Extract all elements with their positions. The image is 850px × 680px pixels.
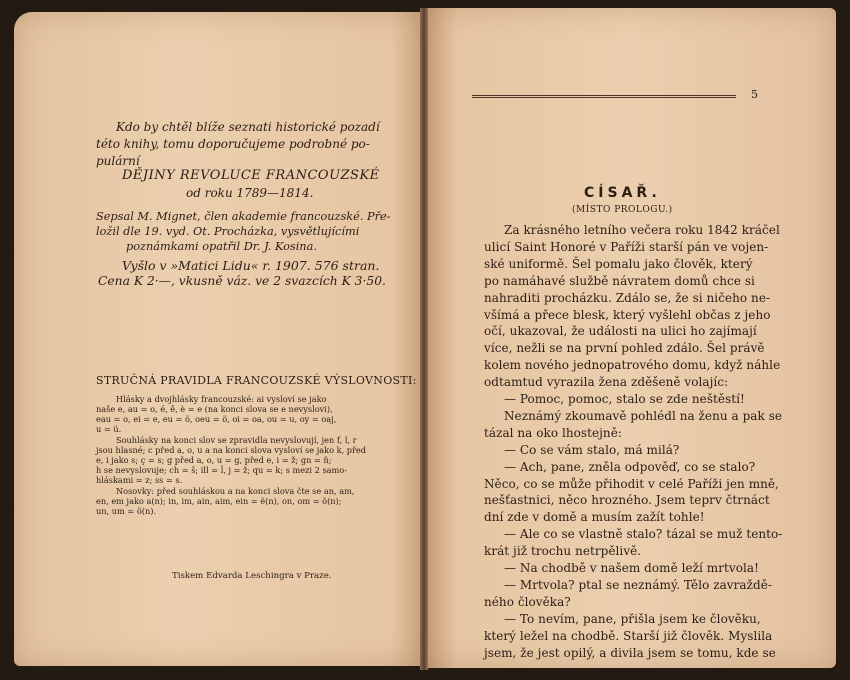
text-line: — Na chodbě v našem domě leží mrtvola! bbox=[504, 561, 759, 575]
header-rule bbox=[472, 95, 736, 98]
text-line: krát již trochu netrpělivě. bbox=[484, 544, 642, 559]
text-line: který ležel na chodbě. Starší již člověk. Myslila bbox=[484, 628, 773, 643]
text-line: nahraditi procházku. Zdálo se, že si ničeho ne- bbox=[484, 290, 771, 305]
book-period: od roku 1789—1814. bbox=[186, 186, 314, 200]
publication-line: Vyšlo v »Matici Lidu« r. 1907. 576 stran. bbox=[122, 258, 380, 273]
chapter-title: CÍSAŘ. bbox=[584, 185, 661, 201]
text-line: — Co se vám stalo, má milá? bbox=[504, 442, 680, 457]
rule-line: un, um = ö(n). bbox=[96, 506, 157, 516]
text-line: nešťastnici, něco hrozného. Jsem teprv čtrnáct bbox=[484, 493, 770, 508]
credits-line: poznámkami opatřil Dr. J. Kosina. bbox=[126, 240, 317, 253]
book-title: DĚJINY REVOLUCE FRANCOUZSKÉ bbox=[122, 168, 380, 183]
rule-line: Nosovky: před souhláskou a na konci slova čte se an, am, bbox=[116, 486, 355, 496]
text-line: po namáhavé službě návratem domů chce si bbox=[484, 273, 755, 288]
credits-line: ložil dle 19. vyd. Ot. Procházka, vysvětlujícími bbox=[96, 225, 360, 238]
text-line: tázal na oko lhostejně: bbox=[484, 425, 622, 440]
text-line: jsem, že jest opilý, a divila jsem se tomu, kde se bbox=[484, 645, 776, 660]
text-line: Neznámý zkoumavě pohlédl na ženu a pak se bbox=[504, 408, 783, 423]
credits-line: Sepsal M. Mignet, člen akademie francouzské. Pře- bbox=[96, 210, 391, 223]
rule-line: u = ü. bbox=[96, 424, 122, 434]
text-line: odtamtud vyrazila žena zděšeně volajíc: bbox=[484, 375, 729, 390]
rule-line: Hlásky a dvojhlásky francouzské: ai vysloví se jako bbox=[116, 394, 327, 404]
text-line: více, nežli se na první pohled zdálo. Šel právě bbox=[484, 341, 765, 356]
text-line: — Pomoc, pomoc, stalo se zde neštěstí! bbox=[504, 392, 745, 406]
text-line: dní zde v domě a musím zažít tohle! bbox=[484, 510, 705, 525]
text-line: Něco, co se může přihodit v celé Paříži jen mně, bbox=[484, 476, 779, 491]
text-line: ské uniformě. Šel pomalu jako člověk, který bbox=[484, 256, 753, 271]
rule-line: en, em jako a(n); in, im, ain, aim, ein = ẽ(n), on, om = õ(n); bbox=[96, 496, 342, 506]
price-line: Cena K 2·—, vkusně váz. ve 2 svazcích K 3·50. bbox=[98, 274, 386, 288]
text-line: všímá a přece blesk, který vyšlehl občas z jeho bbox=[484, 307, 771, 322]
intro-line: této knihy, tomu doporučujeme podrobné po- bbox=[96, 137, 370, 151]
rule-line: hláskami = z; ss = s. bbox=[96, 475, 183, 485]
rule-line: h se nevyslovuje; ch = š; ill = ĺ, j = ž; qu = k; s mezi 2 samo- bbox=[96, 465, 348, 475]
rule-line: Souhlásky na konci slov se zpravidla nevyslovují, jen f, l, r bbox=[116, 435, 357, 445]
text-line: kolem nového jednopatrového domu, když náhle bbox=[484, 358, 781, 373]
intro-line: pulární bbox=[96, 154, 140, 168]
rule-line: jsou hlasné; c před a, o, u a na konci slova vysloví se jako k, před bbox=[96, 445, 367, 455]
text-line: ného člověka? bbox=[484, 594, 571, 609]
printer-imprint: Tiskem Edvarda Leschingra v Praze. bbox=[172, 571, 332, 581]
book-spine bbox=[420, 8, 428, 670]
text-line: — Ach, pane, zněla odpověď, co se stalo? bbox=[504, 459, 756, 474]
chapter-subtitle: (MÍSTO PROLOGU.) bbox=[572, 205, 673, 215]
page-number: 5 bbox=[751, 88, 758, 101]
text-line: — To nevím, pane, přišla jsem ke člověku, bbox=[504, 611, 761, 626]
text-line: — Mrtvola? ptal se neznámý. Tělo zavraždě- bbox=[504, 577, 772, 592]
text-line: — Ale co se vlastně stalo? tázal se muž tento- bbox=[504, 527, 783, 542]
left-page bbox=[14, 12, 424, 666]
text-line: očí, ukazoval, že události na ulici ho zajímají bbox=[484, 324, 757, 339]
rule-line: e, i jako s; ç = s; g před a, o, u = g, před e, i = ž; gn = ň; bbox=[96, 455, 332, 465]
text-line: ulicí Saint Honoré v Paříži starší pán ve vojen- bbox=[484, 239, 769, 254]
pronunciation-rules-heading: STRUČNÁ PRAVIDLA FRANCOUZSKÉ VÝSLOVNOSTI: bbox=[96, 374, 417, 387]
rule-line: naše e, au = o, é, ê, è = e (na konci slova se e nevyslovi), bbox=[96, 404, 333, 414]
intro-line: Kdo by chtěl blíže seznati historické pozadí bbox=[116, 120, 380, 134]
rule-line: eau = o, ei = e, eu = ö, oeu = ö, oi = oa, ou = u, oy = oaj, bbox=[96, 414, 337, 424]
text-line: Za krásného letního večera roku 1842 kráčel bbox=[504, 223, 780, 237]
